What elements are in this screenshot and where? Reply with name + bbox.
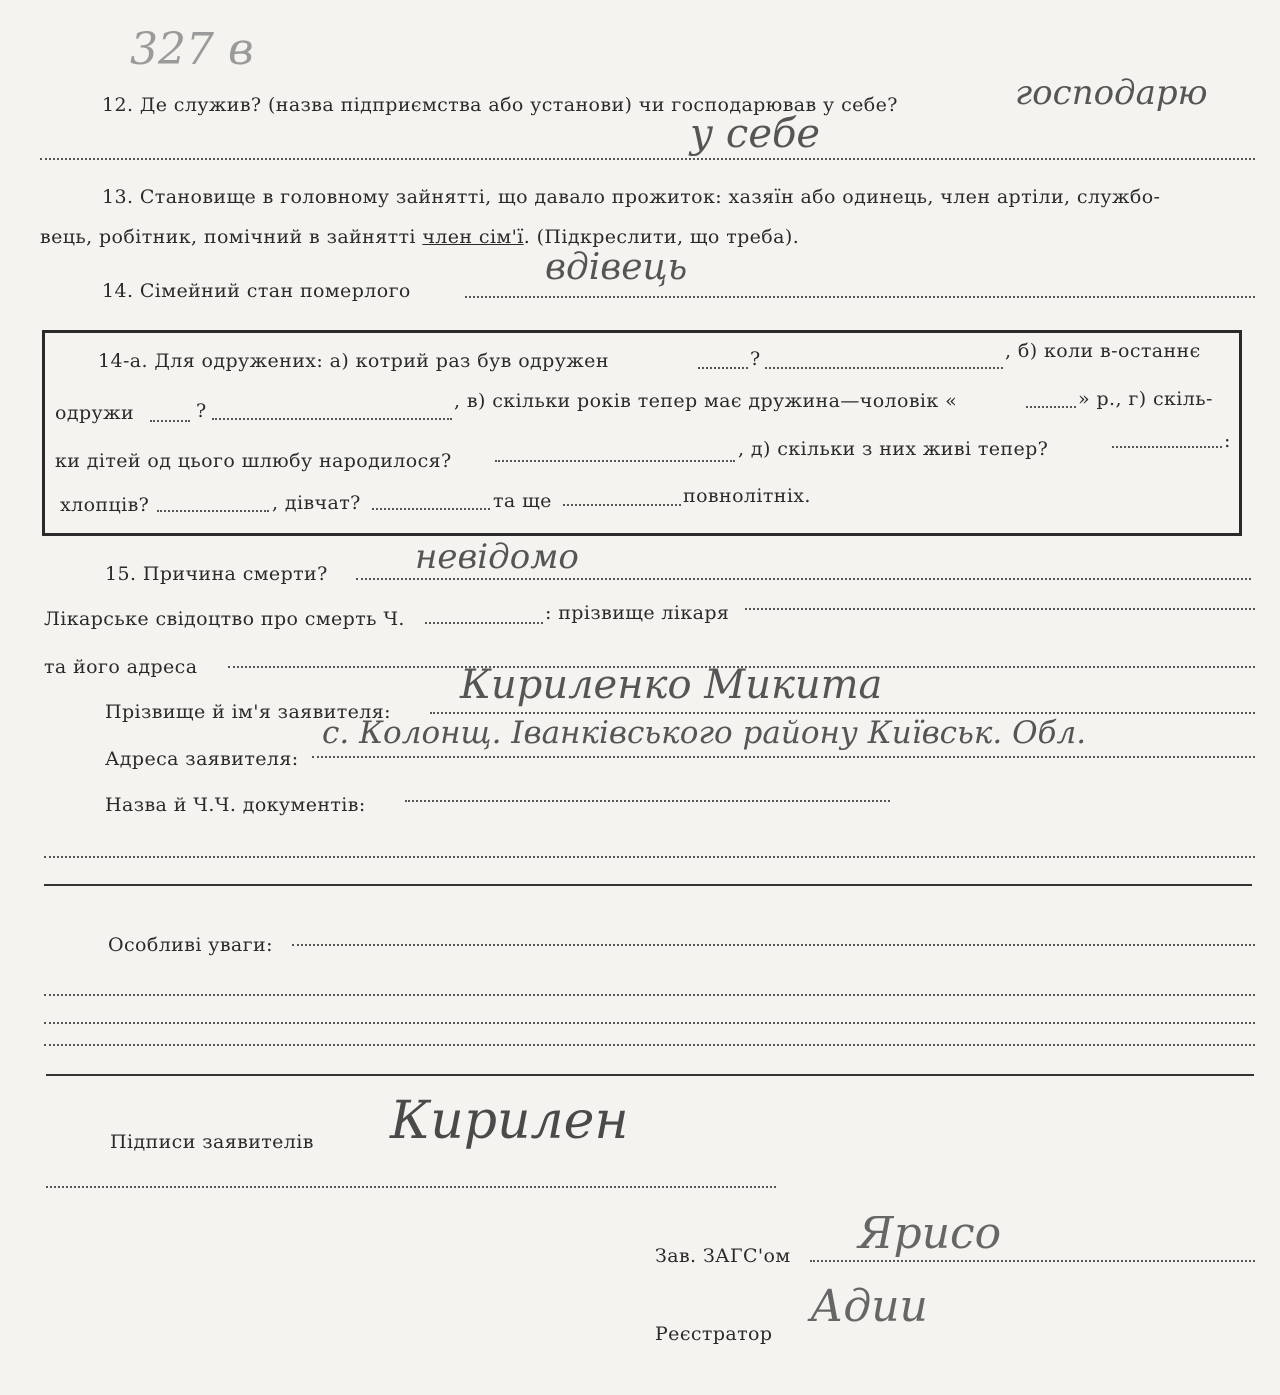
q14a-line-4-a: хлопців? xyxy=(60,494,150,516)
q14-answer-line xyxy=(465,296,1255,298)
q15-answer: невідомо xyxy=(415,537,579,577)
q13-line-2-text-a: вець, робітник, помічний в зайнятті xyxy=(40,226,423,248)
notes-label: Особливі уваги: xyxy=(108,934,273,956)
q14a-line-1-blank-1 xyxy=(698,367,748,369)
head-signature-line xyxy=(810,1260,1255,1262)
applicant-name-value: Кириленко Микита xyxy=(460,662,883,708)
notes-line-1 xyxy=(292,944,1255,946)
head-signature: Ярисо xyxy=(858,1208,1002,1259)
q14a-line-4-blank-1 xyxy=(157,510,269,512)
registrar-signature: Адии xyxy=(810,1281,928,1332)
section-divider-2 xyxy=(46,1074,1254,1076)
q15-address-label: та його адреса xyxy=(44,656,198,678)
q14a-line-1-a: 14-а. Для одружених: а) котрий раз був одружен xyxy=(98,350,609,372)
q14a-line-2-blank-3 xyxy=(1026,406,1076,408)
applicant-address-line xyxy=(312,756,1255,758)
q14a-line-4-c: та ще xyxy=(493,490,552,512)
q14-label: 14. Сімейний стан померлого xyxy=(102,280,411,302)
q14a-line-1-q: ? xyxy=(750,348,761,370)
signatures-line xyxy=(46,1186,776,1188)
applicant-address-value: с. Колонщ. Іванківського району Київськ. Обл. xyxy=(322,715,1087,751)
applicant-docs-label: Назва й Ч.Ч. документів: xyxy=(105,794,366,816)
applicant-signature: Кирилен xyxy=(390,1091,629,1151)
q15-cert-blank xyxy=(425,622,543,624)
q14a-line-2-q: ? xyxy=(196,400,207,422)
q13-line-2-text-b: . (Підкреслити, що треба). xyxy=(523,226,800,248)
q15-answer-line xyxy=(356,578,1251,580)
q12-answer-1: господарю xyxy=(1015,73,1208,113)
q12-answer-2: у себе xyxy=(690,111,821,157)
q14a-line-4-blank-3 xyxy=(563,504,681,506)
q14a-line-3-c: : xyxy=(1224,430,1231,452)
q13-line-1: 13. Становище в головному зайнятті, що давало прожиток: хазяїн або одинець, член артіли, службо- xyxy=(102,186,1161,208)
q14a-line-2-c: » р., г) скіль- xyxy=(1078,388,1213,410)
q14a-line-4-b: , дівчат? xyxy=(272,492,361,514)
applicant-name-label: Прізвище й ім'я заявителя: xyxy=(105,701,391,723)
q14-answer: вдівець xyxy=(545,247,688,288)
q14a-line-3-a: ки дітей од цього шлюбу народилося? xyxy=(55,450,452,472)
q12-answer-line xyxy=(40,158,1255,160)
registrar-label: Реєстратор xyxy=(655,1323,773,1345)
q12-label: 12. Де служив? (назва підприємства або установи) чи господарював у себе? xyxy=(102,94,898,116)
docs-extra-line xyxy=(44,856,1255,858)
head-label: Зав. ЗАГС'ом xyxy=(655,1245,791,1267)
q14a-line-2-blank-2 xyxy=(212,418,452,420)
notes-line-3 xyxy=(44,1022,1255,1024)
applicant-docs-line xyxy=(405,800,890,802)
applicant-address-label: Адреса заявителя: xyxy=(105,748,299,770)
q14a-line-3-blank-2 xyxy=(1112,446,1222,448)
section-divider-1 xyxy=(44,884,1252,886)
q13-underlined-choice: член сім'ї xyxy=(422,226,524,248)
q13-line-2 xyxy=(40,228,799,247)
q14a-line-4-blank-2 xyxy=(372,508,490,510)
notes-line-2 xyxy=(44,994,1255,996)
q15-label: 15. Причина смерти? xyxy=(105,563,328,585)
q14a-line-4-d: повнолітніх. xyxy=(683,485,811,507)
signatures-label: Підписи заявителів xyxy=(110,1131,314,1153)
corner-record-number: 327 в xyxy=(130,24,254,75)
q14a-line-2-b: , в) скільки років тепер має дружина—чоловік « xyxy=(454,390,958,412)
q14a-line-1-blank-2 xyxy=(765,367,1003,369)
q14a-line-2-blank-1 xyxy=(150,420,190,422)
q15-doctor-label: : прізвище лікаря xyxy=(545,602,730,624)
applicant-name-line xyxy=(430,712,1255,714)
notes-line-4 xyxy=(44,1044,1255,1046)
q14a-line-1-b: , б) коли в-останнє xyxy=(1005,340,1201,362)
q15-cert-label: Лікарське свідоцтво про смерть Ч. xyxy=(44,608,405,630)
q14a-line-2-a: одружи xyxy=(55,402,135,424)
q15-doctor-blank xyxy=(745,608,1255,610)
q14a-line-3-b: , д) скільки з них живі тепер? xyxy=(738,438,1049,460)
q14a-line-3-blank-1 xyxy=(495,460,735,462)
